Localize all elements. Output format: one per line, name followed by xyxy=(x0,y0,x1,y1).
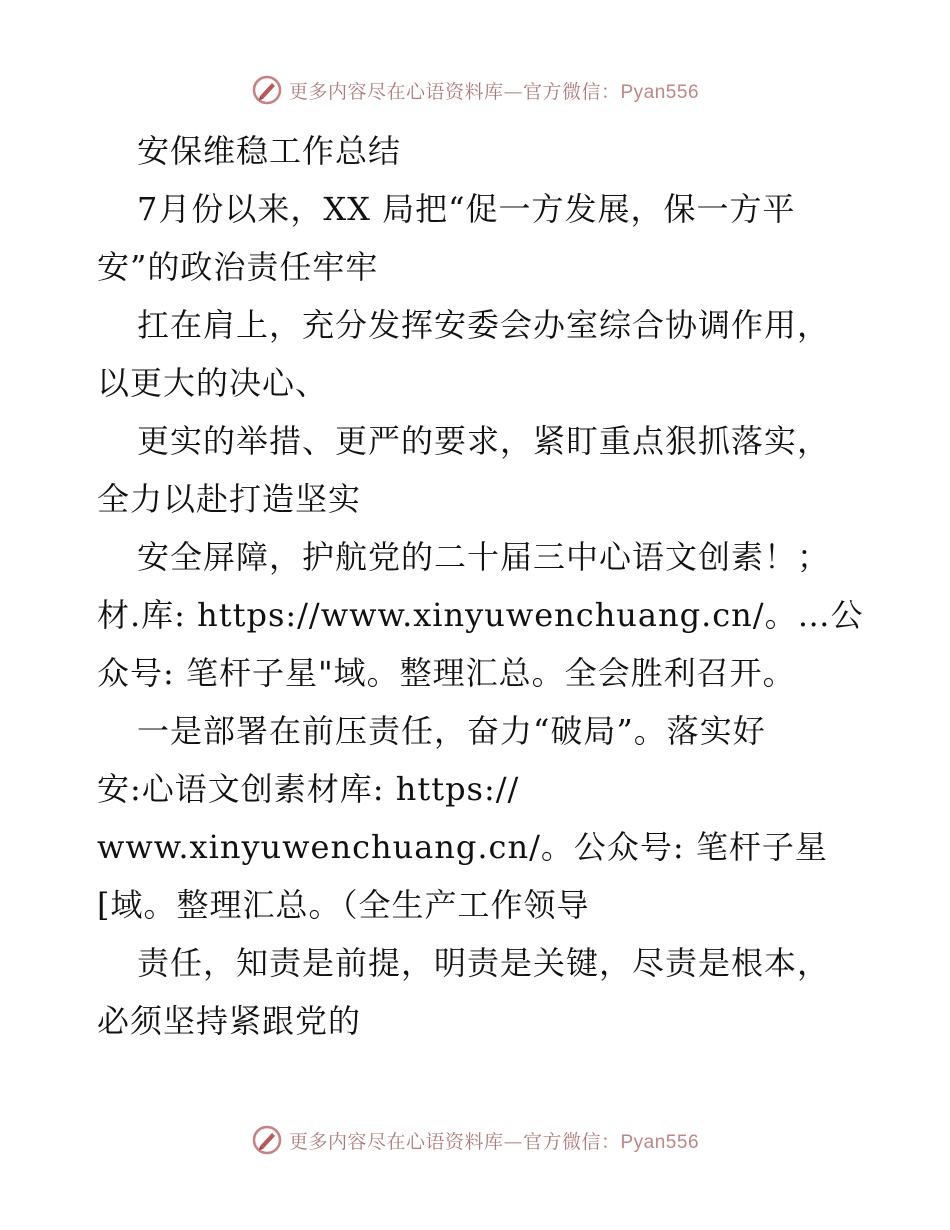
document-line: 众号: 笔杆子星"域。整理汇总。全会胜利召开。 xyxy=(97,654,796,692)
watermark-main: 更多内容尽在心语资料库 xyxy=(288,1130,504,1153)
watermark-official: 官方微信： xyxy=(522,80,621,103)
document-line: 安”的政治责任牢牢 xyxy=(97,248,379,286)
watermark-wechat-id: Pyan556 xyxy=(620,81,700,103)
watermark-text xyxy=(289,1127,699,1154)
document-line: 责任，知责是前提，明责是关键，尽责是根本， xyxy=(137,944,831,982)
document-line: www.xinyuwenchuang.cn/。公众号: 笔杆子星 xyxy=(97,828,828,866)
document-line: 以更大的决心、 xyxy=(97,364,329,402)
document-body xyxy=(97,122,864,1050)
document-line: 安全屏障，护航党的二十届三中心语文创素！； xyxy=(137,538,831,576)
document-line: 材.库: https://www.xinyuwenchuang.cn/。…公 xyxy=(97,596,864,634)
document-line: 安保维稳工作总结 xyxy=(137,132,402,170)
watermark-main: 更多内容尽在心语资料库 xyxy=(288,80,504,103)
watermark-official: 官方微信： xyxy=(522,1130,621,1153)
watermark-footer xyxy=(0,1120,950,1160)
document-line: 必须坚持紧跟党的 xyxy=(97,1002,362,1040)
watermark-wechat-id: Pyan556 xyxy=(620,1131,700,1153)
watermark-dash: — xyxy=(503,1130,523,1153)
watermark-header xyxy=(0,70,950,110)
document-line: 更实的举措、更严的要求，紧盯重点狠抓落实， xyxy=(137,422,831,460)
document-line: 一是部署在前压责任，奋力“破局”。落实好 xyxy=(137,712,766,750)
watermark-text xyxy=(289,77,699,104)
document-line: 7月份以来，XX 局把“促一方发展，保一方平 xyxy=(137,190,796,228)
pen-logo-icon xyxy=(251,74,283,106)
document-line: 扛在肩上，充分发挥安委会办室综合协调作用， xyxy=(137,306,831,344)
document-line: [域。整理汇总。（全生产工作领导 xyxy=(97,886,590,924)
pen-logo-icon xyxy=(251,1124,283,1156)
document-line: 全力以赴打造坚实 xyxy=(97,480,362,518)
watermark-dash: — xyxy=(503,80,523,103)
document-line: 安:心语文创素材库: https:// xyxy=(97,770,520,808)
